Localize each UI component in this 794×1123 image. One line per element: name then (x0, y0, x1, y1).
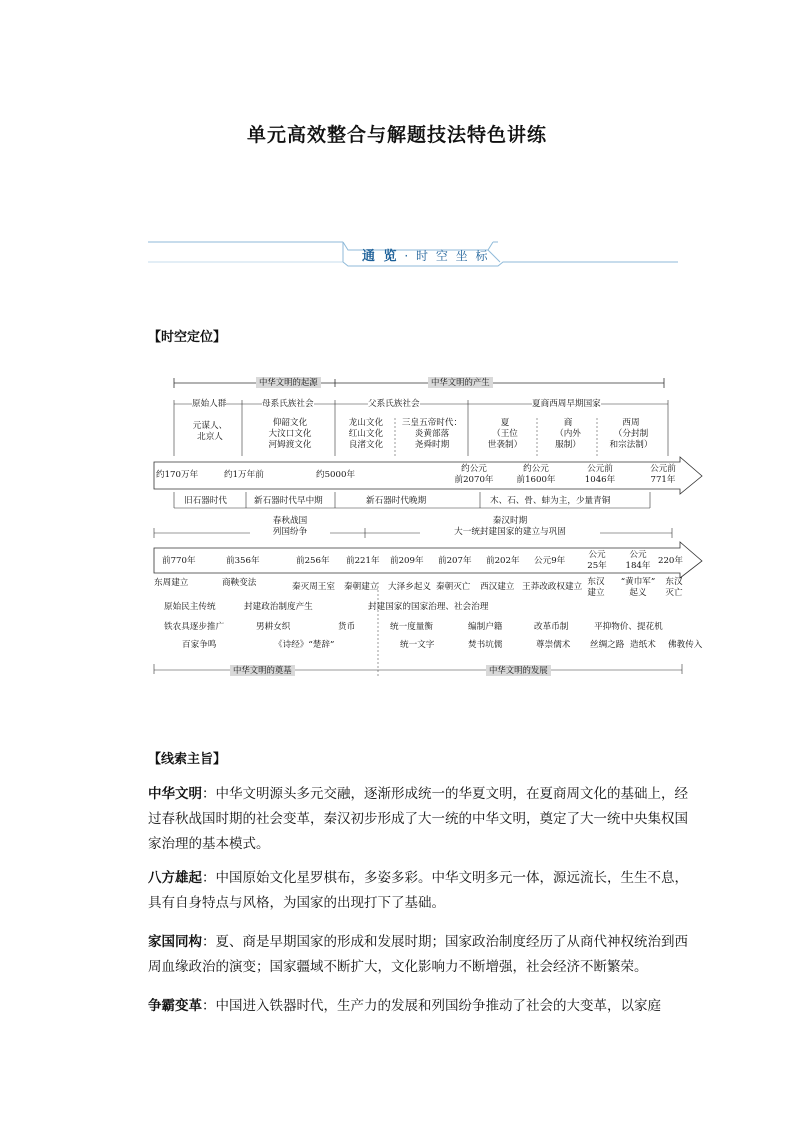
culture-line: 河姆渡文化 (268, 440, 312, 450)
period-line: 大一统封建国家的建立与巩固 (454, 527, 566, 537)
date-line: 前2070年 (454, 475, 494, 485)
culture-confucianism: 尊崇儒术 (536, 640, 571, 650)
paragraph-hegemony-reform (148, 994, 688, 1019)
paragraph-body: ：中国进入铁器时代，生产力的发展和列国纷争推动了社会的大变革，以家庭 (202, 998, 661, 1014)
banner-main: 通 览 (362, 249, 399, 264)
dynasty-shang (540, 418, 596, 451)
event-line: 起义 (629, 588, 647, 598)
culture-longshan (338, 418, 394, 451)
event-qin-founded: 秦朝建立 (344, 582, 379, 592)
period-line: 秦汉时期 (492, 516, 528, 526)
tag-civilization-origin: 中华文明的起源 (256, 377, 321, 388)
event-line: 灭亡 (665, 588, 683, 598)
paragraph-heading: 八方雄起 (148, 870, 202, 886)
event-eastern-han (582, 577, 610, 599)
date-line: 前1600年 (516, 475, 556, 485)
event-qin-destroys-zhou: 秦灭周王室 (292, 582, 335, 592)
date-1046bc (580, 464, 620, 486)
culture-line: 元谋人、 (192, 421, 228, 431)
banner-label (362, 245, 489, 264)
date-line: 25年 (587, 561, 607, 571)
page-title: 单元高效整合与解题技法特色讲练 (246, 124, 547, 146)
paragraph-body: ：中华文明源头多元交融，逐渐形成统一的华夏文明，在夏商周文化的基础上，经过春秋战国时期的社会变革，秦汉初步形成了大一统的中华文明，奠定了大一统中央集权国家治理的基本模式。 (148, 786, 688, 852)
event-yellow-turban (616, 577, 660, 599)
paragraph-body: ：中国原始文化星罗棋布，多姿多彩。中华文明多元一体，源远流长，生生不息，具有自身特点与风格，为国家的出现打下了基础。 (148, 870, 688, 911)
culture-line: （王位 (492, 429, 518, 439)
period-spring-autumn (250, 516, 330, 538)
stage-primitive-group: 原始人群 (192, 399, 227, 409)
banner-dot: · (404, 249, 411, 263)
tag-civilization-foundation: 中华文明的奠基 (230, 665, 295, 676)
culture-line: 和宗法制） (609, 440, 653, 450)
paragraph-family-state (148, 930, 688, 980)
date-5000-years: 约5000年 (316, 470, 356, 480)
event-line: 建立 (587, 588, 605, 598)
date-line: 公元 (588, 550, 606, 560)
date-202bc: 前202年 (486, 556, 520, 566)
era-late-neolithic: 新石器时代晚期 (366, 496, 427, 506)
date-9ad: 公元9年 (534, 556, 566, 566)
culture-papermaking: 造纸术 (630, 640, 656, 650)
event-han-ends (660, 577, 688, 599)
date-771bc (642, 464, 684, 486)
politics-feudal-system: 封建政治制度产生 (244, 602, 313, 612)
economy-currency-reform: 改革币制 (534, 622, 569, 632)
paragraph-heading: 争霸变革 (148, 998, 202, 1014)
dynasty-xia (475, 418, 535, 451)
culture-line: 龙山文化 (348, 418, 384, 428)
culture-silk-road: 丝绸之路 (590, 640, 625, 650)
dynasty-western-zhou (598, 418, 664, 451)
event-line: 东汉 (587, 577, 605, 587)
culture-line: 尧舜时期 (414, 440, 450, 450)
date-170-million: 约170万年 (156, 470, 199, 480)
economy-farming-weaving: 男耕女织 (256, 622, 291, 632)
culture-three-sovereigns (396, 418, 468, 451)
paragraph-eight-directions (148, 866, 688, 916)
date-770bc: 前770年 (162, 556, 196, 566)
date-184ad (622, 550, 654, 572)
culture-line: 夏 (500, 418, 510, 428)
event-western-han: 西汉建立 (480, 582, 515, 592)
paragraph-body: ：夏、商是早期国家的形成和发展时期；国家政治制度经历了从商代神权统治到西周血缘政治的演变；国家疆域不断扩大，文化影响力不断增强，社会经济不断繁荣。 (148, 934, 688, 975)
culture-line: 炎黄部落 (414, 429, 450, 439)
event-dazexiang-uprising: 大泽乡起义 (388, 582, 431, 592)
paragraph-chinese-civilization (148, 782, 688, 857)
era-tools: 木、石、骨、蚌为主，少量青铜 (490, 496, 611, 506)
period-line: 列国纷争 (272, 527, 308, 537)
date-line: 771年 (650, 475, 676, 485)
date-209bc: 前209年 (390, 556, 424, 566)
culture-line: （内外 (555, 429, 581, 439)
culture-line: 服制） (555, 440, 581, 450)
date-10000-years: 约1万年前 (224, 470, 264, 480)
culture-unified-script: 统一文字 (400, 640, 435, 650)
event-eastern-zhou: 东周建立 (154, 578, 189, 588)
section-heading-positioning: 【时空定位】 (148, 330, 227, 345)
culture-line: 良渚文化 (348, 440, 384, 450)
date-256bc: 前256年 (296, 556, 330, 566)
date-line: 约公元 (461, 464, 487, 474)
culture-buddhism: 佛教传入 (668, 640, 703, 650)
date-220ad: 220年 (658, 556, 683, 566)
culture-line: 世袭制） (487, 440, 523, 450)
banner-sub: 时 空 坐 标 (416, 249, 490, 263)
culture-line: 商 (563, 418, 573, 428)
date-line: 公元 (629, 550, 647, 560)
culture-yuanmou (180, 421, 240, 443)
culture-line: 北京人 (197, 432, 223, 442)
stage-patriarchal: 父系氏族社会 (368, 399, 420, 409)
politics-state-governance: 封建国家的国家治理、社会治理 (368, 602, 489, 612)
tag-civilization-birth: 中华文明的产生 (428, 377, 493, 388)
section-banner (148, 240, 678, 270)
culture-line: 西周 (622, 418, 640, 428)
paragraph-heading: 家国同构 (148, 934, 202, 950)
tag-civilization-development: 中华文明的发展 (486, 665, 551, 676)
culture-yangshao (250, 418, 330, 451)
section-heading-themes: 【线索主旨】 (148, 752, 227, 767)
date-221bc: 前221年 (346, 556, 380, 566)
event-line: 东汉 (665, 577, 683, 587)
date-line: 184年 (625, 561, 651, 571)
date-line: 1046年 (584, 475, 616, 485)
politics-primitive-democracy: 原始民主传统 (164, 602, 216, 612)
period-line: 春秋战国 (272, 516, 308, 526)
paragraph-heading: 中华文明 (148, 786, 202, 802)
event-wang-mang: 王莽改政权建立 (522, 582, 583, 592)
event-shang-yang-reform: 商鞅变法 (222, 578, 257, 588)
date-line: 公元前 (650, 464, 676, 474)
culture-book-burning: 焚书坑儒 (468, 640, 503, 650)
date-356bc: 前356年 (226, 556, 260, 566)
economy-unified-measures: 统一度量衡 (390, 622, 433, 632)
culture-book-of-songs: 《诗经》“楚辞” (274, 640, 335, 650)
culture-line: 红山文化 (348, 429, 384, 439)
culture-hundred-schools: 百家争鸣 (182, 640, 217, 650)
culture-line: 三皇五帝时代： (401, 418, 463, 428)
date-line: 公元前 (587, 464, 613, 474)
date-line: 约公元 (523, 464, 549, 474)
economy-iron-tools: 铁农具逐步推广 (164, 622, 225, 632)
culture-line: （分封制 (613, 429, 649, 439)
economy-household-registry: 编制户籍 (468, 622, 503, 632)
culture-line: 大汶口文化 (268, 429, 312, 439)
stage-matriarchal: 母系氏族社会 (262, 399, 314, 409)
period-qin-han (420, 516, 600, 538)
date-207bc: 前207年 (438, 556, 472, 566)
date-25ad (582, 550, 612, 572)
timeline-diagram (150, 370, 710, 680)
date-1600bc (512, 464, 560, 486)
event-qin-falls: 秦朝灭亡 (436, 582, 471, 592)
culture-line: 仰韶文化 (272, 418, 308, 428)
date-2070bc (450, 464, 498, 486)
era-early-neolithic: 新石器时代早中期 (254, 496, 323, 506)
economy-currency: 货币 (338, 622, 356, 632)
stage-early-states: 夏商西周早期国家 (532, 399, 601, 409)
era-paleolithic: 旧石器时代 (184, 496, 227, 506)
event-line: “黄巾军” (620, 577, 656, 587)
economy-price-loom: 平抑物价、提花机 (594, 622, 663, 632)
